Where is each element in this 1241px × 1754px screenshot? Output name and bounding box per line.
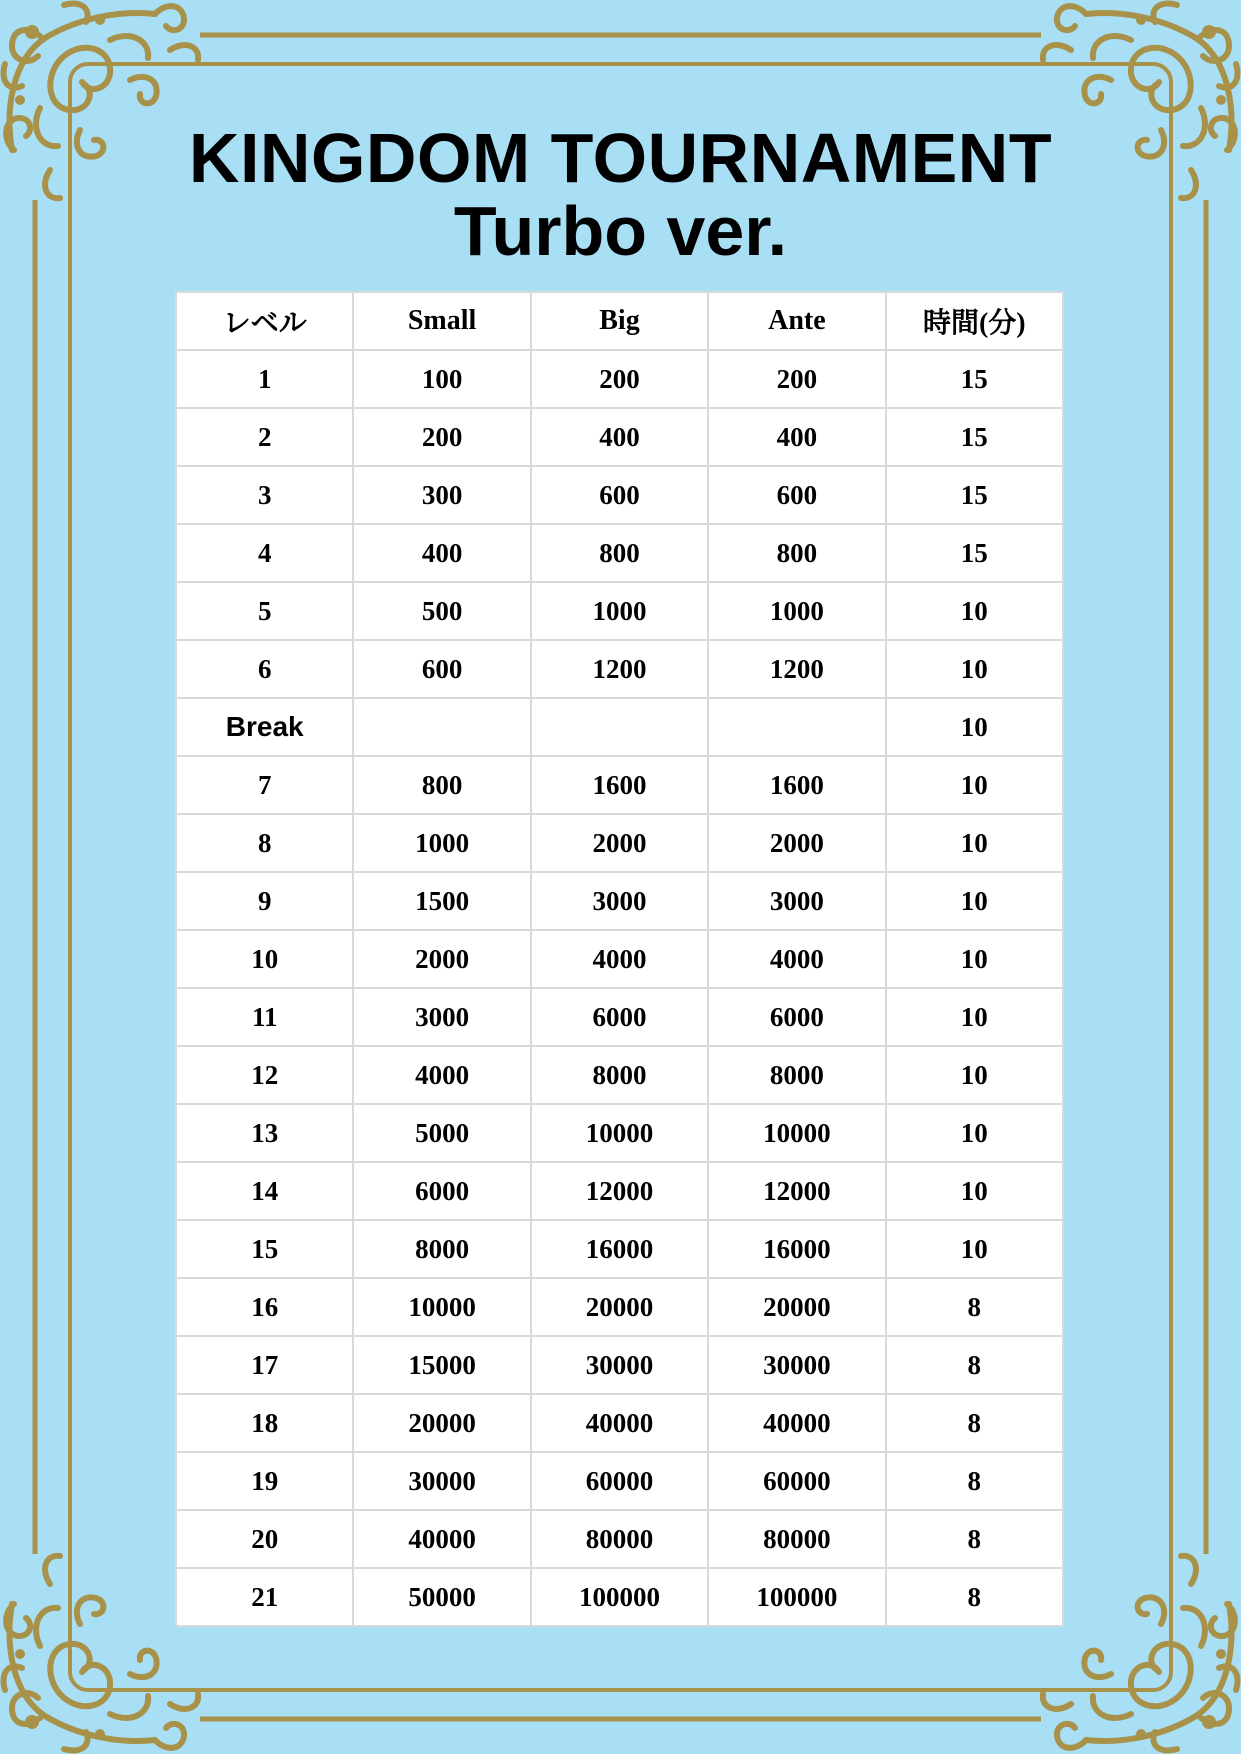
cell-big: 8000 bbox=[531, 1046, 708, 1104]
cell-big: 30000 bbox=[531, 1336, 708, 1394]
cell-time: 10 bbox=[886, 930, 1063, 988]
table-row bbox=[176, 1104, 1063, 1162]
cell-big: 10000 bbox=[531, 1104, 708, 1162]
cell-big: 16000 bbox=[531, 1220, 708, 1278]
cell-small bbox=[353, 698, 530, 756]
cell-level: 10 bbox=[176, 930, 353, 988]
cell-level: 7 bbox=[176, 756, 353, 814]
cell-level: 21 bbox=[176, 1568, 353, 1626]
cell-time: 15 bbox=[886, 466, 1063, 524]
cell-big: 20000 bbox=[531, 1278, 708, 1336]
cell-ante: 16000 bbox=[708, 1220, 885, 1278]
table-row bbox=[176, 756, 1063, 814]
table-row bbox=[176, 1278, 1063, 1336]
cell-small: 4000 bbox=[353, 1046, 530, 1104]
cell-time: 8 bbox=[886, 1336, 1063, 1394]
cell-big: 100000 bbox=[531, 1568, 708, 1626]
cell-small: 3000 bbox=[353, 988, 530, 1046]
cell-ante: 1200 bbox=[708, 640, 885, 698]
table-row bbox=[176, 814, 1063, 872]
cell-small: 6000 bbox=[353, 1162, 530, 1220]
cell-time: 10 bbox=[886, 1046, 1063, 1104]
cell-time: 10 bbox=[886, 872, 1063, 930]
cell-ante: 100000 bbox=[708, 1568, 885, 1626]
cell-ante: 6000 bbox=[708, 988, 885, 1046]
cell-ante: 8000 bbox=[708, 1046, 885, 1104]
break-row bbox=[176, 698, 1063, 756]
cell-big: 12000 bbox=[531, 1162, 708, 1220]
cell-small: 40000 bbox=[353, 1510, 530, 1568]
table-row bbox=[176, 1394, 1063, 1452]
cell-small: 100 bbox=[353, 350, 530, 408]
cell-level: 4 bbox=[176, 524, 353, 582]
table-row bbox=[176, 640, 1063, 698]
cell-small: 50000 bbox=[353, 1568, 530, 1626]
cell-big: 4000 bbox=[531, 930, 708, 988]
cell-big: 40000 bbox=[531, 1394, 708, 1452]
header-ante: Ante bbox=[708, 292, 885, 350]
cell-ante bbox=[708, 698, 885, 756]
cell-time: 15 bbox=[886, 524, 1063, 582]
header-big: Big bbox=[531, 292, 708, 350]
cell-time: 8 bbox=[886, 1278, 1063, 1336]
cell-ante: 4000 bbox=[708, 930, 885, 988]
cell-level: 11 bbox=[176, 988, 353, 1046]
cell-break-label: Break bbox=[176, 698, 353, 756]
cell-small: 1000 bbox=[353, 814, 530, 872]
cell-big: 1000 bbox=[531, 582, 708, 640]
cell-level: 5 bbox=[176, 582, 353, 640]
cell-level: 2 bbox=[176, 408, 353, 466]
table-header-row bbox=[176, 292, 1063, 350]
cell-level: 14 bbox=[176, 1162, 353, 1220]
cell-small: 2000 bbox=[353, 930, 530, 988]
cell-level: 13 bbox=[176, 1104, 353, 1162]
table-row bbox=[176, 466, 1063, 524]
cell-ante: 400 bbox=[708, 408, 885, 466]
cell-time: 10 bbox=[886, 814, 1063, 872]
table-row bbox=[176, 988, 1063, 1046]
cell-small: 15000 bbox=[353, 1336, 530, 1394]
cell-time: 10 bbox=[886, 756, 1063, 814]
cell-level: 3 bbox=[176, 466, 353, 524]
cell-ante: 1000 bbox=[708, 582, 885, 640]
cell-big: 80000 bbox=[531, 1510, 708, 1568]
table-row bbox=[176, 1452, 1063, 1510]
cell-small: 1500 bbox=[353, 872, 530, 930]
cell-small: 200 bbox=[353, 408, 530, 466]
cell-ante: 80000 bbox=[708, 1510, 885, 1568]
cell-small: 400 bbox=[353, 524, 530, 582]
cell-small: 500 bbox=[353, 582, 530, 640]
cell-time: 10 bbox=[886, 640, 1063, 698]
cell-level: 17 bbox=[176, 1336, 353, 1394]
cell-time: 10 bbox=[886, 988, 1063, 1046]
cell-ante: 60000 bbox=[708, 1452, 885, 1510]
cell-big: 1200 bbox=[531, 640, 708, 698]
cell-ante: 2000 bbox=[708, 814, 885, 872]
cell-ante: 800 bbox=[708, 524, 885, 582]
cell-time: 10 bbox=[886, 1104, 1063, 1162]
cell-big: 60000 bbox=[531, 1452, 708, 1510]
cell-small: 5000 bbox=[353, 1104, 530, 1162]
blind-structure-table bbox=[175, 291, 1064, 1627]
cell-ante: 12000 bbox=[708, 1162, 885, 1220]
cell-big: 1600 bbox=[531, 756, 708, 814]
cell-ante: 3000 bbox=[708, 872, 885, 930]
table-body bbox=[176, 350, 1063, 1626]
cell-big: 400 bbox=[531, 408, 708, 466]
table-row bbox=[176, 350, 1063, 408]
cell-level: 12 bbox=[176, 1046, 353, 1104]
cell-level: 8 bbox=[176, 814, 353, 872]
table-row bbox=[176, 524, 1063, 582]
cell-small: 8000 bbox=[353, 1220, 530, 1278]
table-row bbox=[176, 1220, 1063, 1278]
header-time: 時間(分) bbox=[886, 292, 1063, 350]
cell-small: 600 bbox=[353, 640, 530, 698]
cell-level: 20 bbox=[176, 1510, 353, 1568]
cell-level: 6 bbox=[176, 640, 353, 698]
cell-small: 20000 bbox=[353, 1394, 530, 1452]
cell-small: 10000 bbox=[353, 1278, 530, 1336]
cell-time: 10 bbox=[886, 1220, 1063, 1278]
header-level: レベル bbox=[176, 292, 353, 350]
cell-level: 9 bbox=[176, 872, 353, 930]
cell-time: 10 bbox=[886, 582, 1063, 640]
cell-big: 200 bbox=[531, 350, 708, 408]
cell-level: 19 bbox=[176, 1452, 353, 1510]
cell-time: 8 bbox=[886, 1394, 1063, 1452]
table-row bbox=[176, 1046, 1063, 1104]
cell-time: 8 bbox=[886, 1510, 1063, 1568]
cell-small: 30000 bbox=[353, 1452, 530, 1510]
cell-ante: 200 bbox=[708, 350, 885, 408]
cell-level: 1 bbox=[176, 350, 353, 408]
cell-ante: 600 bbox=[708, 466, 885, 524]
cell-level: 18 bbox=[176, 1394, 353, 1452]
title-line-1: KINGDOM TOURNAMENT bbox=[188, 119, 1053, 197]
cell-level: 15 bbox=[176, 1220, 353, 1278]
cell-big: 800 bbox=[531, 524, 708, 582]
cell-small: 800 bbox=[353, 756, 530, 814]
cell-big bbox=[531, 698, 708, 756]
cell-big: 2000 bbox=[531, 814, 708, 872]
table-row bbox=[176, 1336, 1063, 1394]
table-row bbox=[176, 582, 1063, 640]
table-row bbox=[176, 930, 1063, 988]
cell-level: 16 bbox=[176, 1278, 353, 1336]
title-line-2: Turbo ver. bbox=[453, 192, 788, 270]
cell-small: 300 bbox=[353, 466, 530, 524]
cell-time: 10 bbox=[886, 698, 1063, 756]
cell-time: 8 bbox=[886, 1452, 1063, 1510]
header-small: Small bbox=[353, 292, 530, 350]
cell-time: 8 bbox=[886, 1568, 1063, 1626]
table-row bbox=[176, 1568, 1063, 1626]
table-row bbox=[176, 872, 1063, 930]
cell-time: 15 bbox=[886, 408, 1063, 466]
cell-ante: 30000 bbox=[708, 1336, 885, 1394]
cell-big: 600 bbox=[531, 466, 708, 524]
cell-ante: 40000 bbox=[708, 1394, 885, 1452]
cell-big: 3000 bbox=[531, 872, 708, 930]
cell-time: 10 bbox=[886, 1162, 1063, 1220]
cell-time: 15 bbox=[886, 350, 1063, 408]
cell-ante: 10000 bbox=[708, 1104, 885, 1162]
table-row bbox=[176, 1510, 1063, 1568]
table-row bbox=[176, 408, 1063, 466]
cell-ante: 20000 bbox=[708, 1278, 885, 1336]
table-row bbox=[176, 1162, 1063, 1220]
cell-ante: 1600 bbox=[708, 756, 885, 814]
cell-big: 6000 bbox=[531, 988, 708, 1046]
